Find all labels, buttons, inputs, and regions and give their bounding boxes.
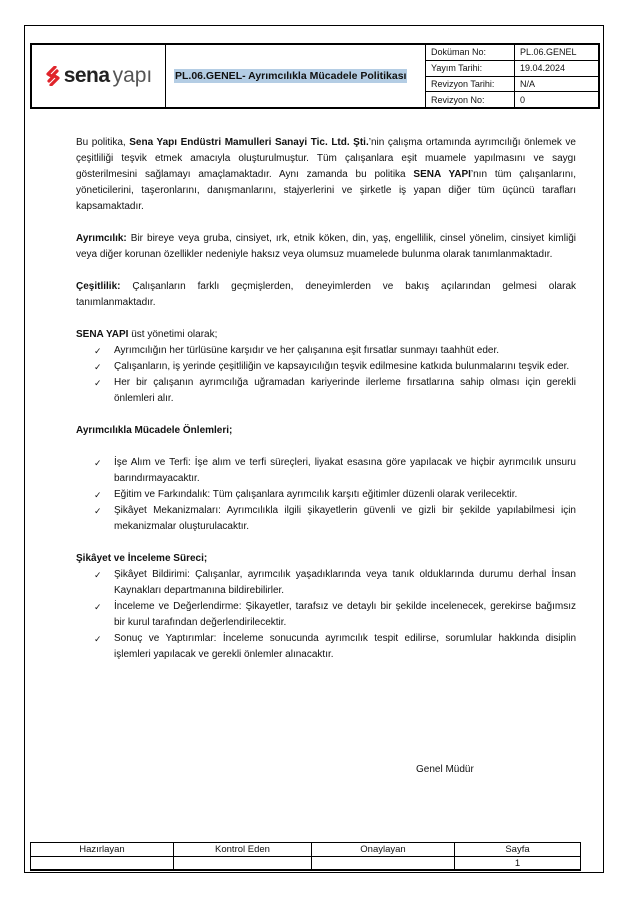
title-cell — [166, 45, 426, 107]
meta-key: Yayım Tarihi: — [426, 61, 515, 76]
meta-key: Revizyon Tarihi: — [426, 77, 515, 92]
checkmark-icon: ✓ — [94, 458, 102, 468]
footer-value-approved-by — [312, 857, 455, 870]
definition-text: Bir bireye veya gruba, cinsiyet, ırk, etnik köken, din, yaş, engellilik, cinsel yönelim, cinsiyet kimliği veya diğer korunan özellikler nedeniyle haksız veya olumsuz muamelede bulunma olarak tanımlanmaktadır. — [76, 233, 576, 260]
meta-value: 0 — [520, 94, 526, 105]
meta-value: N/A — [520, 78, 536, 89]
meta-key: Doküman No: — [426, 45, 515, 60]
checkmark-icon: ✓ — [94, 570, 102, 580]
footer-header-checked-by: Kontrol Eden — [174, 843, 312, 857]
definition-diversity — [76, 279, 576, 311]
list-item — [76, 631, 576, 663]
footer-header-page: Sayfa — [455, 843, 580, 857]
meta-row-publish-date — [426, 61, 598, 77]
document-title: PL.06.GENEL- Ayrımcılıkla Mücadele Politikası — [175, 70, 407, 82]
meta-row-document-no — [426, 45, 598, 61]
document-header — [30, 43, 600, 109]
intro-text: ’nin çalışma ortamında ayrımcılığı önlemek ve çeşitliliği teşvik etmek amacıyla oluşturulmuştur. Tüm çalışanlara eşit muamele yapılmasını ve saygı gösterilmesini sağlamayı amaçlamaktadır. Aynı zamanda bu politika — [76, 137, 576, 180]
footer-value-prepared-by — [31, 857, 174, 870]
list-item-text: Çalışanların, iş yerinde çeşitliliğin ve kapsayıcılığın teşvik edilmesine katkıda bulunmalarını teşvik eder. — [114, 361, 570, 372]
list-item — [76, 343, 576, 359]
document-meta-table — [426, 45, 598, 107]
checkmark-icon: ✓ — [94, 602, 102, 612]
checkmark-icon: ✓ — [94, 506, 102, 516]
checkmark-icon: ✓ — [94, 634, 102, 644]
list-item — [76, 487, 576, 503]
signature-title: Genel Müdür — [416, 764, 474, 775]
complaints-list — [76, 567, 576, 663]
complaints-heading: Şikâyet ve İnceleme Süreci; — [76, 553, 208, 564]
checkmark-icon: ✓ — [94, 490, 102, 500]
footer-header-approved-by: Onaylayan — [312, 843, 455, 857]
brand-name: SENA YAPI — [76, 329, 129, 340]
logo-text-yapi: yapı — [112, 64, 153, 87]
company-logo — [45, 64, 153, 88]
checkmark-icon: ✓ — [94, 362, 102, 372]
list-item — [76, 503, 576, 535]
list-item — [76, 359, 576, 375]
intro-text: Bu politika, — [76, 137, 130, 148]
meta-value: 19.04.2024 — [520, 63, 566, 74]
company-name: Sena Yapı Endüstri Mamulleri Sanayi Tic. Ltd. Şti. — [129, 137, 369, 148]
footer-value-checked-by — [174, 857, 312, 870]
footer-header-prepared-by: Hazırlayan — [31, 843, 174, 857]
logo-text-sena: sena — [63, 64, 110, 87]
list-item-text: Sonuç ve Yaptırımlar: İnceleme sonucunda ayrımcılık tespit edilirse, sorumlular hakkında disiplin işlemleri yapılacak ve gerekli önlemler alınacaktır. — [114, 633, 576, 660]
list-item-text: İşe Alım ve Terfi: İşe alım ve terfi süreçleri, liyakat esasına göre yapılacak ve hiçbir ayrımcılık unsuru barındırmayacaktır. — [114, 457, 576, 484]
list-item-text: Ayrımcılığın her türlüsüne karşıdır ve her çalışanına eşit fırsatlar sunmayı taahhüt eder. — [114, 345, 499, 356]
list-item — [76, 599, 576, 631]
checkmark-icon: ✓ — [94, 346, 102, 356]
list-item — [76, 455, 576, 487]
approval-footer-table — [30, 842, 581, 871]
intro-text: ’nın tüm çalışanlarını, yöneticilerini, taşeronlarını, danışmanlarını, stajyerlerini ve şirketle iş yapan diğer tüm üçüncü tarafları kapsamaktadır. — [76, 169, 577, 212]
management-lead-text: üst yönetimi olarak; — [128, 329, 218, 340]
footer-value-page-number: 1 — [514, 858, 521, 869]
intro-paragraph — [76, 135, 576, 215]
definition-term: Çeşitlilik: — [76, 281, 121, 292]
logo-cell — [32, 45, 166, 107]
meta-key: Revizyon No: — [426, 92, 515, 107]
list-item-text: Şikâyet Mekanizmaları: Ayrımcılıkla ilgili şikayetlerin güvenli ve gizli bir şekilde yapılabilmesi için mekanizmalar oluşturulacaktır. — [114, 505, 576, 532]
policy-body — [76, 135, 576, 663]
management-lead — [76, 327, 576, 343]
checkmark-icon: ✓ — [94, 378, 102, 388]
list-item — [76, 375, 576, 407]
definition-text: Çalışanların farklı geçmişlerden, deneyimlerden ve bakış açılarından gelmesi olarak tanımlanmaktadır. — [76, 281, 576, 308]
measures-heading: Ayrımcılıkla Mücadele Önlemleri; — [76, 425, 233, 436]
list-item-text: İnceleme ve Değerlendirme: Şikayetler, tarafsız ve detaylı bir şekilde incelenecek, gerekirse bağımsız bir kurul tarafından değerlendirilecektir. — [114, 601, 576, 628]
brand-name: SENA YAPI — [413, 169, 471, 180]
meta-value: PL.06.GENEL — [520, 47, 577, 58]
list-item-text: Her bir çalışanın ayrımcılığa uğramadan kariyerinde ilerleme fırsatlarına sahip olması için gerekli önlemleri alır. — [114, 377, 576, 404]
management-commitments-list — [76, 343, 576, 407]
meta-row-revision-date — [426, 77, 598, 93]
measures-list — [76, 455, 576, 535]
definition-discrimination — [76, 231, 576, 263]
sena-logo-mark-icon — [45, 66, 61, 86]
list-item-text: Eğitim ve Farkındalık: Tüm çalışanlara ayrımcılık karşıtı eğitimler düzenli olarak verilecektir. — [114, 489, 518, 500]
list-item — [76, 567, 576, 599]
definition-term: Ayrımcılık: — [76, 233, 127, 244]
meta-row-revision-no — [426, 92, 598, 107]
list-item-text: Şikâyet Bildirimi: Çalışanlar, ayrımcılık yaşadıklarında veya tanık olduklarında durumu derhal İnsan Kaynakları departmanına bildirebilirler. — [114, 569, 576, 596]
